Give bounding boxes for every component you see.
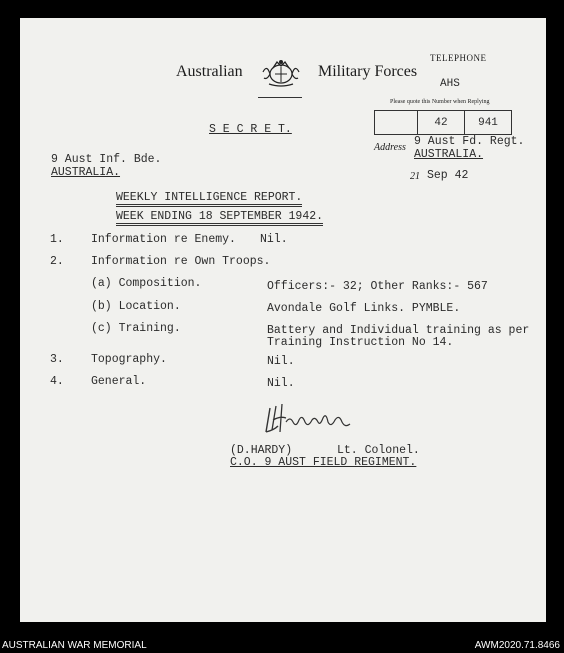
- item-number: 4.: [50, 375, 64, 388]
- report-week-ending: WEEK ENDING 18 SEPTEMBER 1942.: [116, 210, 323, 226]
- coat-of-arms-icon: [261, 58, 301, 88]
- item-label: Topography.: [91, 353, 167, 366]
- item-label: Information re Own Troops.: [91, 255, 271, 268]
- telephone-value: AHS: [440, 78, 460, 90]
- signatory-name: (D.HARDY): [230, 444, 293, 457]
- item-number: 1.: [50, 233, 64, 246]
- letterhead-rule: [258, 97, 302, 98]
- item-number: 2.: [50, 255, 64, 268]
- recipient-line2: AUSTRALIA.: [51, 166, 121, 179]
- item-value: Battery and Individual training as per: [267, 324, 530, 337]
- reference-number-box: [374, 110, 512, 135]
- date-mark: 21: [410, 171, 420, 182]
- letter-date: Sep 42: [427, 169, 469, 182]
- item-value: Nil.: [267, 377, 295, 390]
- document-page: [20, 18, 546, 622]
- item-value: Nil.: [260, 233, 288, 246]
- item-number: 3.: [50, 353, 64, 366]
- report-title: WEEKLY INTELLIGENCE REPORT.: [116, 191, 302, 207]
- item-value-continued: Training Instruction No 14.: [267, 336, 454, 349]
- item-label: General.: [91, 375, 147, 388]
- telephone-label: TELEPHONE: [430, 53, 487, 63]
- address-line1: 9 Aust Fd. Regt.: [414, 135, 525, 148]
- item-label: Information re Enemy.: [91, 233, 236, 246]
- letterhead-right-title: Military Forces: [318, 63, 418, 80]
- item-label: (a) Composition.: [91, 277, 202, 290]
- item-value: Nil.: [267, 355, 295, 368]
- signatory-rank: Lt. Colonel.: [337, 444, 420, 457]
- classification-marking: S E C R E T.: [209, 123, 292, 136]
- footer-accession-number: AWM2020.71.8466: [474, 640, 560, 651]
- letterhead-left-title: Australian: [176, 63, 243, 80]
- item-value: Officers:- 32; Other Ranks:- 567: [267, 280, 488, 293]
- quote-note: Please quote this Number when Replying: [390, 99, 490, 105]
- ref-cell: 941: [478, 116, 498, 129]
- recipient-line1: 9 Aust Inf. Bde.: [51, 153, 162, 166]
- ref-cell: [375, 111, 418, 134]
- ref-cell: 42: [418, 111, 465, 134]
- item-label: (b) Location.: [91, 300, 181, 313]
- item-value: Avondale Golf Links. PYMBLE.: [267, 302, 461, 315]
- footer-institution: AUSTRALIAN WAR MEMORIAL: [2, 640, 147, 651]
- address-line2: AUSTRALIA.: [414, 148, 484, 161]
- address-label: Address: [374, 142, 406, 153]
- signatory-appointment: C.O. 9 AUST FIELD REGIMENT.: [230, 456, 417, 469]
- item-label: (c) Training.: [91, 322, 181, 335]
- handwritten-signature: [262, 402, 354, 436]
